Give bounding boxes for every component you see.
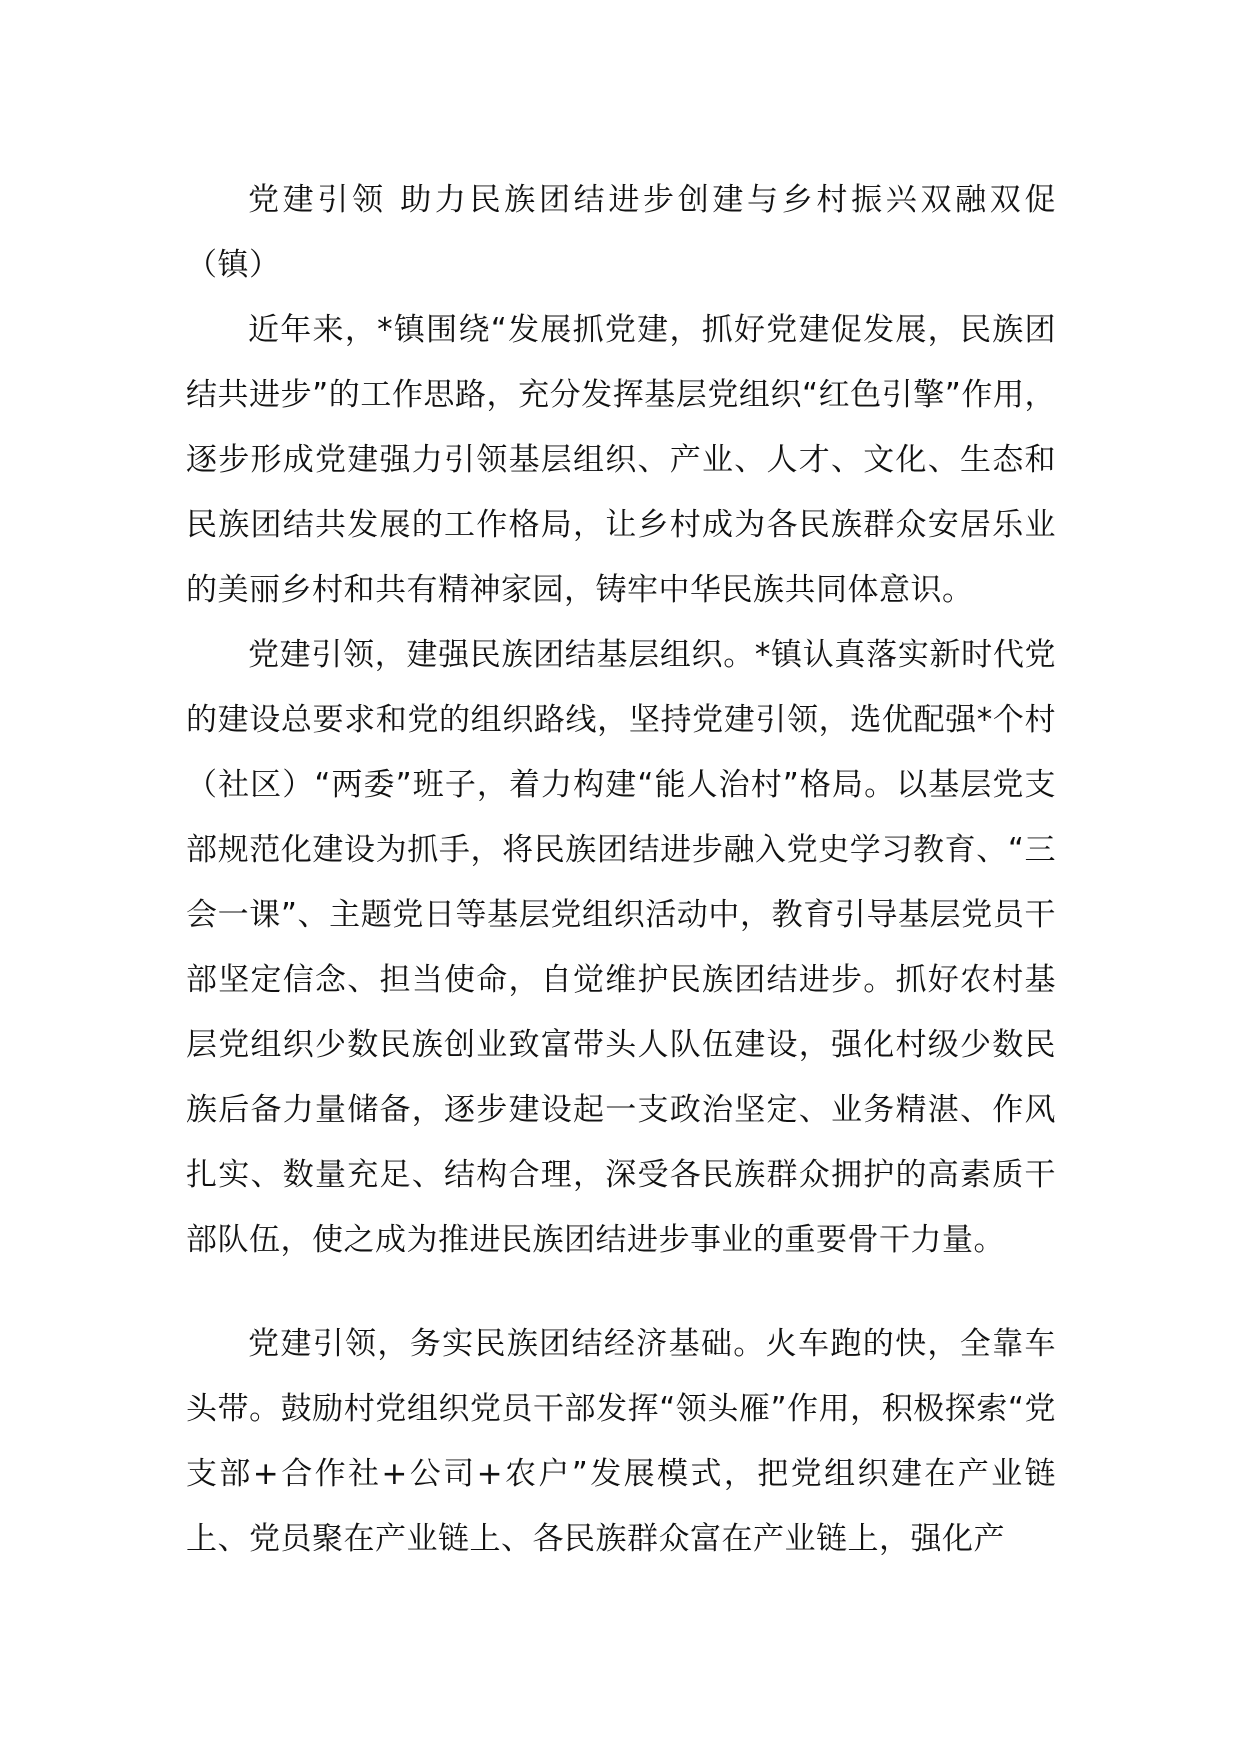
paragraph-organization: 党建引领，建强民族团结基层组织。*镇认真落实新时代党的建设总要求和党的组织路线，坚持党建引领，选优配强*个村（社区）“两委”班子，着力构建“能人治村”格局。以基层党支部规范化建设为抓手，将民族团结进步融入党史学习教育、“三会一课”、主题党日等基层党组织活动中，教育引导基层党员干部坚定信念、担当使命，自觉维护民族团结进步。抓好农村基层党组织少数民族创业致富带头人队伍建设，强化村级少数民族后备力量储备，逐步建设起一支政治坚定、业务精湛、作风扎实、数量充足、结构合理，深受各民族群众拥护的高素质干部队伍，使之成为推进民族团结进步事业的重要骨干力量。	[186, 637, 1056, 1258]
document-title: 党建引领 助力民族团结进步创建与乡村振兴双融双促（镇）	[186, 182, 1056, 283]
paragraph-intro: 近年来，*镇围绕“发展抓党建，抓好党建促发展，民族团结共进步”的工作思路，充分发挥基层党组织“红色引擎”作用，逐步形成党建强力引领基层组织、产业、人才、文化、生态和民族团结共发展的工作格局，让乡村成为各民族群众安居乐业的美丽乡村和共有精神家园，铸牢中华民族共同体意识。	[186, 312, 1056, 608]
paragraph-economy: 党建引领，务实民族团结经济基础。火车跑的快，全靠车头带。鼓励村党组织党员干部发挥“领头雁”作用，积极探索“党支部+合作社+公司+农户”发展模式，把党组织建在产业链上、党员聚在产业链上、各民族群众富在产业链上，强化产	[186, 1326, 1056, 1557]
document-body	[186, 168, 1056, 1572]
paragraph-spacer	[186, 1273, 1056, 1312]
